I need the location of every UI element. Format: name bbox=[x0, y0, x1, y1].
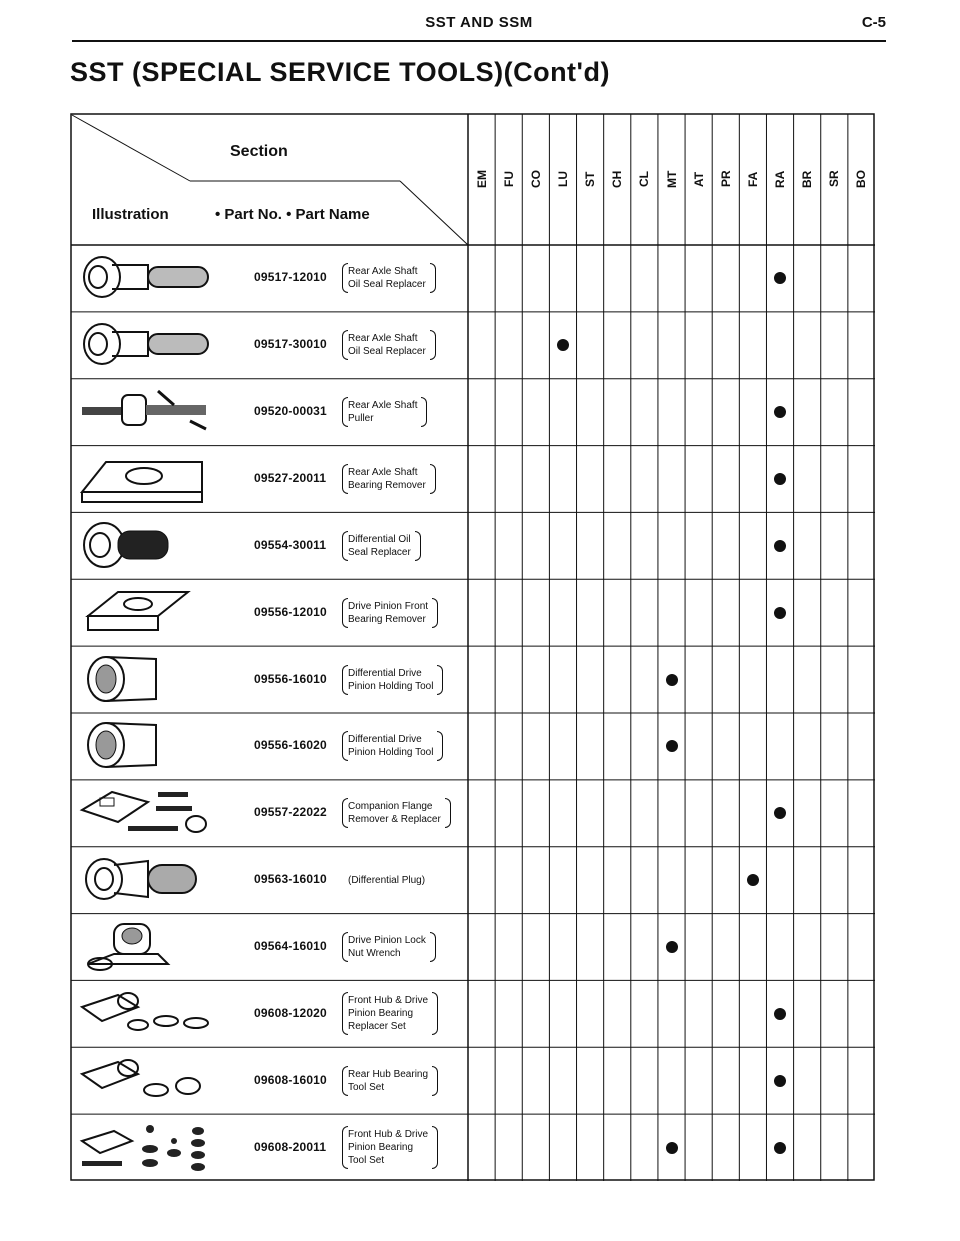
part-number: 09608-20011 bbox=[254, 1139, 327, 1154]
part-name bbox=[342, 733, 439, 759]
part-name-line: Bearing Remover bbox=[348, 613, 426, 625]
part-name-line: Pinion Holding Tool bbox=[348, 680, 434, 692]
part-name-line: Replacer Set bbox=[348, 1021, 406, 1033]
flange-kit-icon bbox=[78, 786, 228, 845]
part-name bbox=[342, 874, 431, 887]
part-name-line: Rear Hub Bearing bbox=[348, 1068, 429, 1080]
part-name-line: Differential Drive bbox=[348, 667, 422, 679]
table-row bbox=[70, 713, 468, 780]
part-name bbox=[342, 1128, 434, 1167]
table-row bbox=[70, 245, 468, 312]
table-row bbox=[70, 512, 468, 579]
table-row bbox=[70, 1047, 468, 1114]
plate-remover-icon bbox=[78, 452, 228, 511]
part-number: 09608-12020 bbox=[254, 1005, 327, 1020]
puller-icon bbox=[78, 385, 228, 444]
section-col-lu: LU bbox=[555, 171, 570, 187]
table-row bbox=[70, 980, 468, 1047]
bearing-remover-icon bbox=[78, 586, 228, 645]
part-name-line: Drive Pinion Lock bbox=[348, 934, 426, 946]
part-name-line: Pinion Bearing bbox=[348, 1142, 414, 1154]
section-col-at: AT bbox=[691, 171, 706, 187]
section-col-fu: FU bbox=[501, 171, 516, 187]
applicable-mark-mt bbox=[666, 1142, 678, 1154]
table-row bbox=[70, 312, 468, 379]
tool-set-icon bbox=[78, 1121, 228, 1180]
part-name-line: Differential Drive bbox=[348, 734, 422, 746]
part-number: 09517-12010 bbox=[254, 270, 327, 285]
part-name bbox=[342, 332, 432, 358]
part-number: 09520-00031 bbox=[254, 404, 327, 419]
part-name bbox=[342, 800, 447, 826]
applicable-mark-ra bbox=[774, 1075, 786, 1087]
table-row bbox=[70, 847, 468, 914]
section-col-br: BR bbox=[800, 170, 815, 188]
table-row bbox=[70, 1114, 468, 1181]
section-col-ra: RA bbox=[773, 170, 788, 188]
part-number: 09554-30011 bbox=[254, 537, 327, 552]
part-name-line: Tool Set bbox=[348, 1081, 385, 1093]
part-name bbox=[342, 265, 432, 291]
table-row bbox=[70, 914, 468, 981]
part-number: 09556-16010 bbox=[254, 671, 327, 686]
part-name-line: Tool Set bbox=[348, 1155, 385, 1167]
table-row bbox=[70, 379, 468, 446]
section-col-bo: BO bbox=[854, 170, 869, 188]
applicable-mark-fa bbox=[747, 874, 759, 886]
part-number: 09527-20011 bbox=[254, 470, 327, 485]
running-title: SST AND SSM bbox=[425, 14, 533, 31]
part-name-line: (Differential Plug) bbox=[348, 874, 426, 886]
holding-tool-icon bbox=[78, 653, 228, 712]
section-col-mt: MT bbox=[664, 170, 679, 188]
table-row bbox=[70, 646, 468, 713]
part-name-line: Remover & Replacer bbox=[348, 814, 441, 826]
section-col-ch: CH bbox=[610, 170, 625, 188]
part-name-line: Rear Axle Shaft bbox=[348, 266, 418, 278]
shaft-replacer-icon bbox=[78, 251, 228, 310]
part-name-line: Puller bbox=[348, 413, 374, 425]
applicable-mark-ra bbox=[774, 473, 786, 485]
applicable-mark-ra bbox=[774, 540, 786, 552]
part-name-line: Front Hub & Drive bbox=[348, 995, 429, 1007]
table-row bbox=[70, 780, 468, 847]
plug-tool-icon bbox=[78, 853, 228, 912]
part-number: 09564-16010 bbox=[254, 938, 327, 953]
part-name-line: Companion Flange bbox=[348, 801, 433, 813]
part-name-line: Differential Oil bbox=[348, 533, 411, 545]
holding-tool-icon bbox=[78, 719, 228, 778]
section-col-pr: PR bbox=[718, 170, 733, 188]
part-name-line: Rear Axle Shaft bbox=[348, 400, 418, 412]
section-col-em: EM bbox=[474, 170, 489, 188]
page-number: C-5 bbox=[861, 14, 886, 31]
part-name-line: Rear Axle Shaft bbox=[348, 333, 418, 345]
section-col-fa: FA bbox=[745, 171, 760, 187]
part-name-line: Rear Axle Shaft bbox=[348, 466, 418, 478]
part-name-line: Pinion Holding Tool bbox=[348, 747, 434, 759]
section-col-cl: CL bbox=[637, 171, 652, 187]
replacer-set-icon bbox=[78, 987, 228, 1046]
section-col-co: CO bbox=[528, 170, 543, 188]
header-section-label: Section bbox=[230, 143, 288, 160]
hub-tool-set-icon bbox=[78, 1054, 228, 1113]
part-name bbox=[342, 533, 417, 559]
part-name-line: Seal Replacer bbox=[348, 546, 411, 558]
part-name-line: Nut Wrench bbox=[348, 947, 401, 959]
part-name-line: Front Hub & Drive bbox=[348, 1129, 429, 1141]
part-name-line: Oil Seal Replacer bbox=[348, 346, 426, 358]
part-number: 09556-12010 bbox=[254, 604, 327, 619]
part-number: 09517-30010 bbox=[254, 337, 327, 352]
applicable-mark-mt bbox=[666, 674, 678, 686]
part-name bbox=[342, 994, 434, 1033]
seal-replacer-icon bbox=[78, 519, 228, 578]
header-part-label: • Part No. • Part Name bbox=[215, 206, 370, 223]
part-name bbox=[342, 600, 434, 626]
part-name bbox=[342, 399, 423, 425]
applicable-mark-mt bbox=[666, 740, 678, 752]
page-header bbox=[72, 0, 886, 42]
page-title: SST (SPECIAL SERVICE TOOLS)(Cont'd) bbox=[70, 57, 610, 87]
part-name-line: Pinion Bearing bbox=[348, 1008, 414, 1020]
part-name bbox=[342, 667, 439, 693]
table-row bbox=[70, 446, 468, 513]
part-number: 09563-16010 bbox=[254, 872, 327, 887]
part-name-line: Drive Pinion Front bbox=[348, 600, 429, 612]
part-name-line: Bearing Remover bbox=[348, 479, 426, 491]
part-name bbox=[342, 934, 432, 960]
part-name-line: Oil Seal Replacer bbox=[348, 279, 426, 291]
shaft-replacer-icon bbox=[78, 318, 228, 377]
applicable-mark-ra bbox=[774, 607, 786, 619]
part-name bbox=[342, 1068, 434, 1094]
part-number: 09556-16020 bbox=[254, 738, 327, 753]
wrench-icon bbox=[78, 920, 228, 979]
applicable-mark-mt bbox=[666, 941, 678, 953]
part-name bbox=[342, 466, 432, 492]
table-row bbox=[70, 579, 468, 646]
section-col-st: ST bbox=[583, 171, 598, 187]
section-col-sr: SR bbox=[827, 170, 842, 188]
part-number: 09557-22022 bbox=[254, 805, 327, 820]
sst-table bbox=[70, 113, 875, 1181]
header-illustration-label: Illustration bbox=[92, 206, 169, 223]
part-number: 09608-16010 bbox=[254, 1072, 327, 1087]
applicable-mark-ra bbox=[774, 1008, 786, 1020]
applicable-mark-ra bbox=[774, 1142, 786, 1154]
